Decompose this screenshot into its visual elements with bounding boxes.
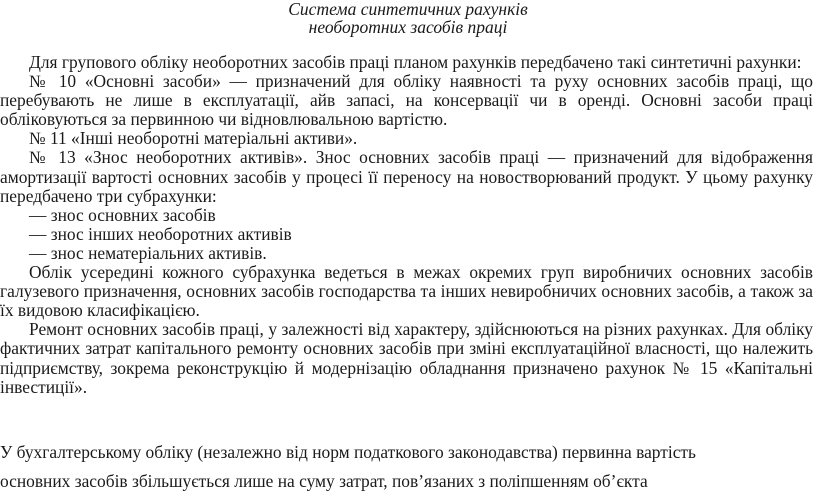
paragraph-repair: Ремонт основних засобів праці, у залежності від характеру, здійснюються на різних рахунках. Для обліку фактичних затрат капітального ремонту основних засобів при зміні експлуатаційної власності, що належить підприємству, зокрема реконструкцію й модернізацію обладнання призначено рахунок № 15 «Капітальні інвестиції». <box>0 319 813 397</box>
document-title-line-2: необоротних засобів праці <box>308 17 508 37</box>
paragraph-intro: Для групового обліку необоротних засобів праці планом рахунків передбачено такі синтетичні рахунки: <box>29 52 802 72</box>
document-body <box>0 53 813 397</box>
list-item-subaccount: — знос основних засобів <box>29 204 216 225</box>
list-item-subaccount: — знос нематеріальних активів. <box>29 242 267 263</box>
paragraph-account-11: № 11 «Інші необоротні матеріальні активи». <box>29 128 358 149</box>
tail-line-2: основних засобів збільшується лише на суму затрат, пов’язаних з поліпшенням об’єкта <box>0 471 648 491</box>
tail-line-1: У бухгалтерському обліку (незалежно від норм податкового законодавства) первинна вартість <box>0 442 696 462</box>
document-tail <box>0 443 813 491</box>
paragraph-subaccount-accounting: Облік усередині кожного субрахунка ведеться в межах окремих груп виробничих основних засобів галузевого призначення, основних засобів господарства та інших невиробничих основних засобів, а також за їх видовою класифікацією. <box>0 262 813 321</box>
document-title-line-1: Система синтетичних рахунків <box>288 0 528 19</box>
list-item-subaccount: — знос інших необоротних активів <box>29 223 292 244</box>
paragraph-account-13: № 13 «Знос необоротних активів». Знос основних засобів праці — призначений для відображення амортизації вартості основних засобів у процесі її переносу на новостворюваний продукт. У цьому рахунку передбачено три субрахунки: <box>0 147 813 206</box>
paragraph-account-10: № 10 «Основні засоби» — призначений для обліку наявності та руху основних засобів праці, що перебувають не лише в експлуатації, айв запасі, на консервації чи в оренді. Основні засоби праці обліковуються за первинною чи відновлювальною вартістю. <box>0 71 813 130</box>
